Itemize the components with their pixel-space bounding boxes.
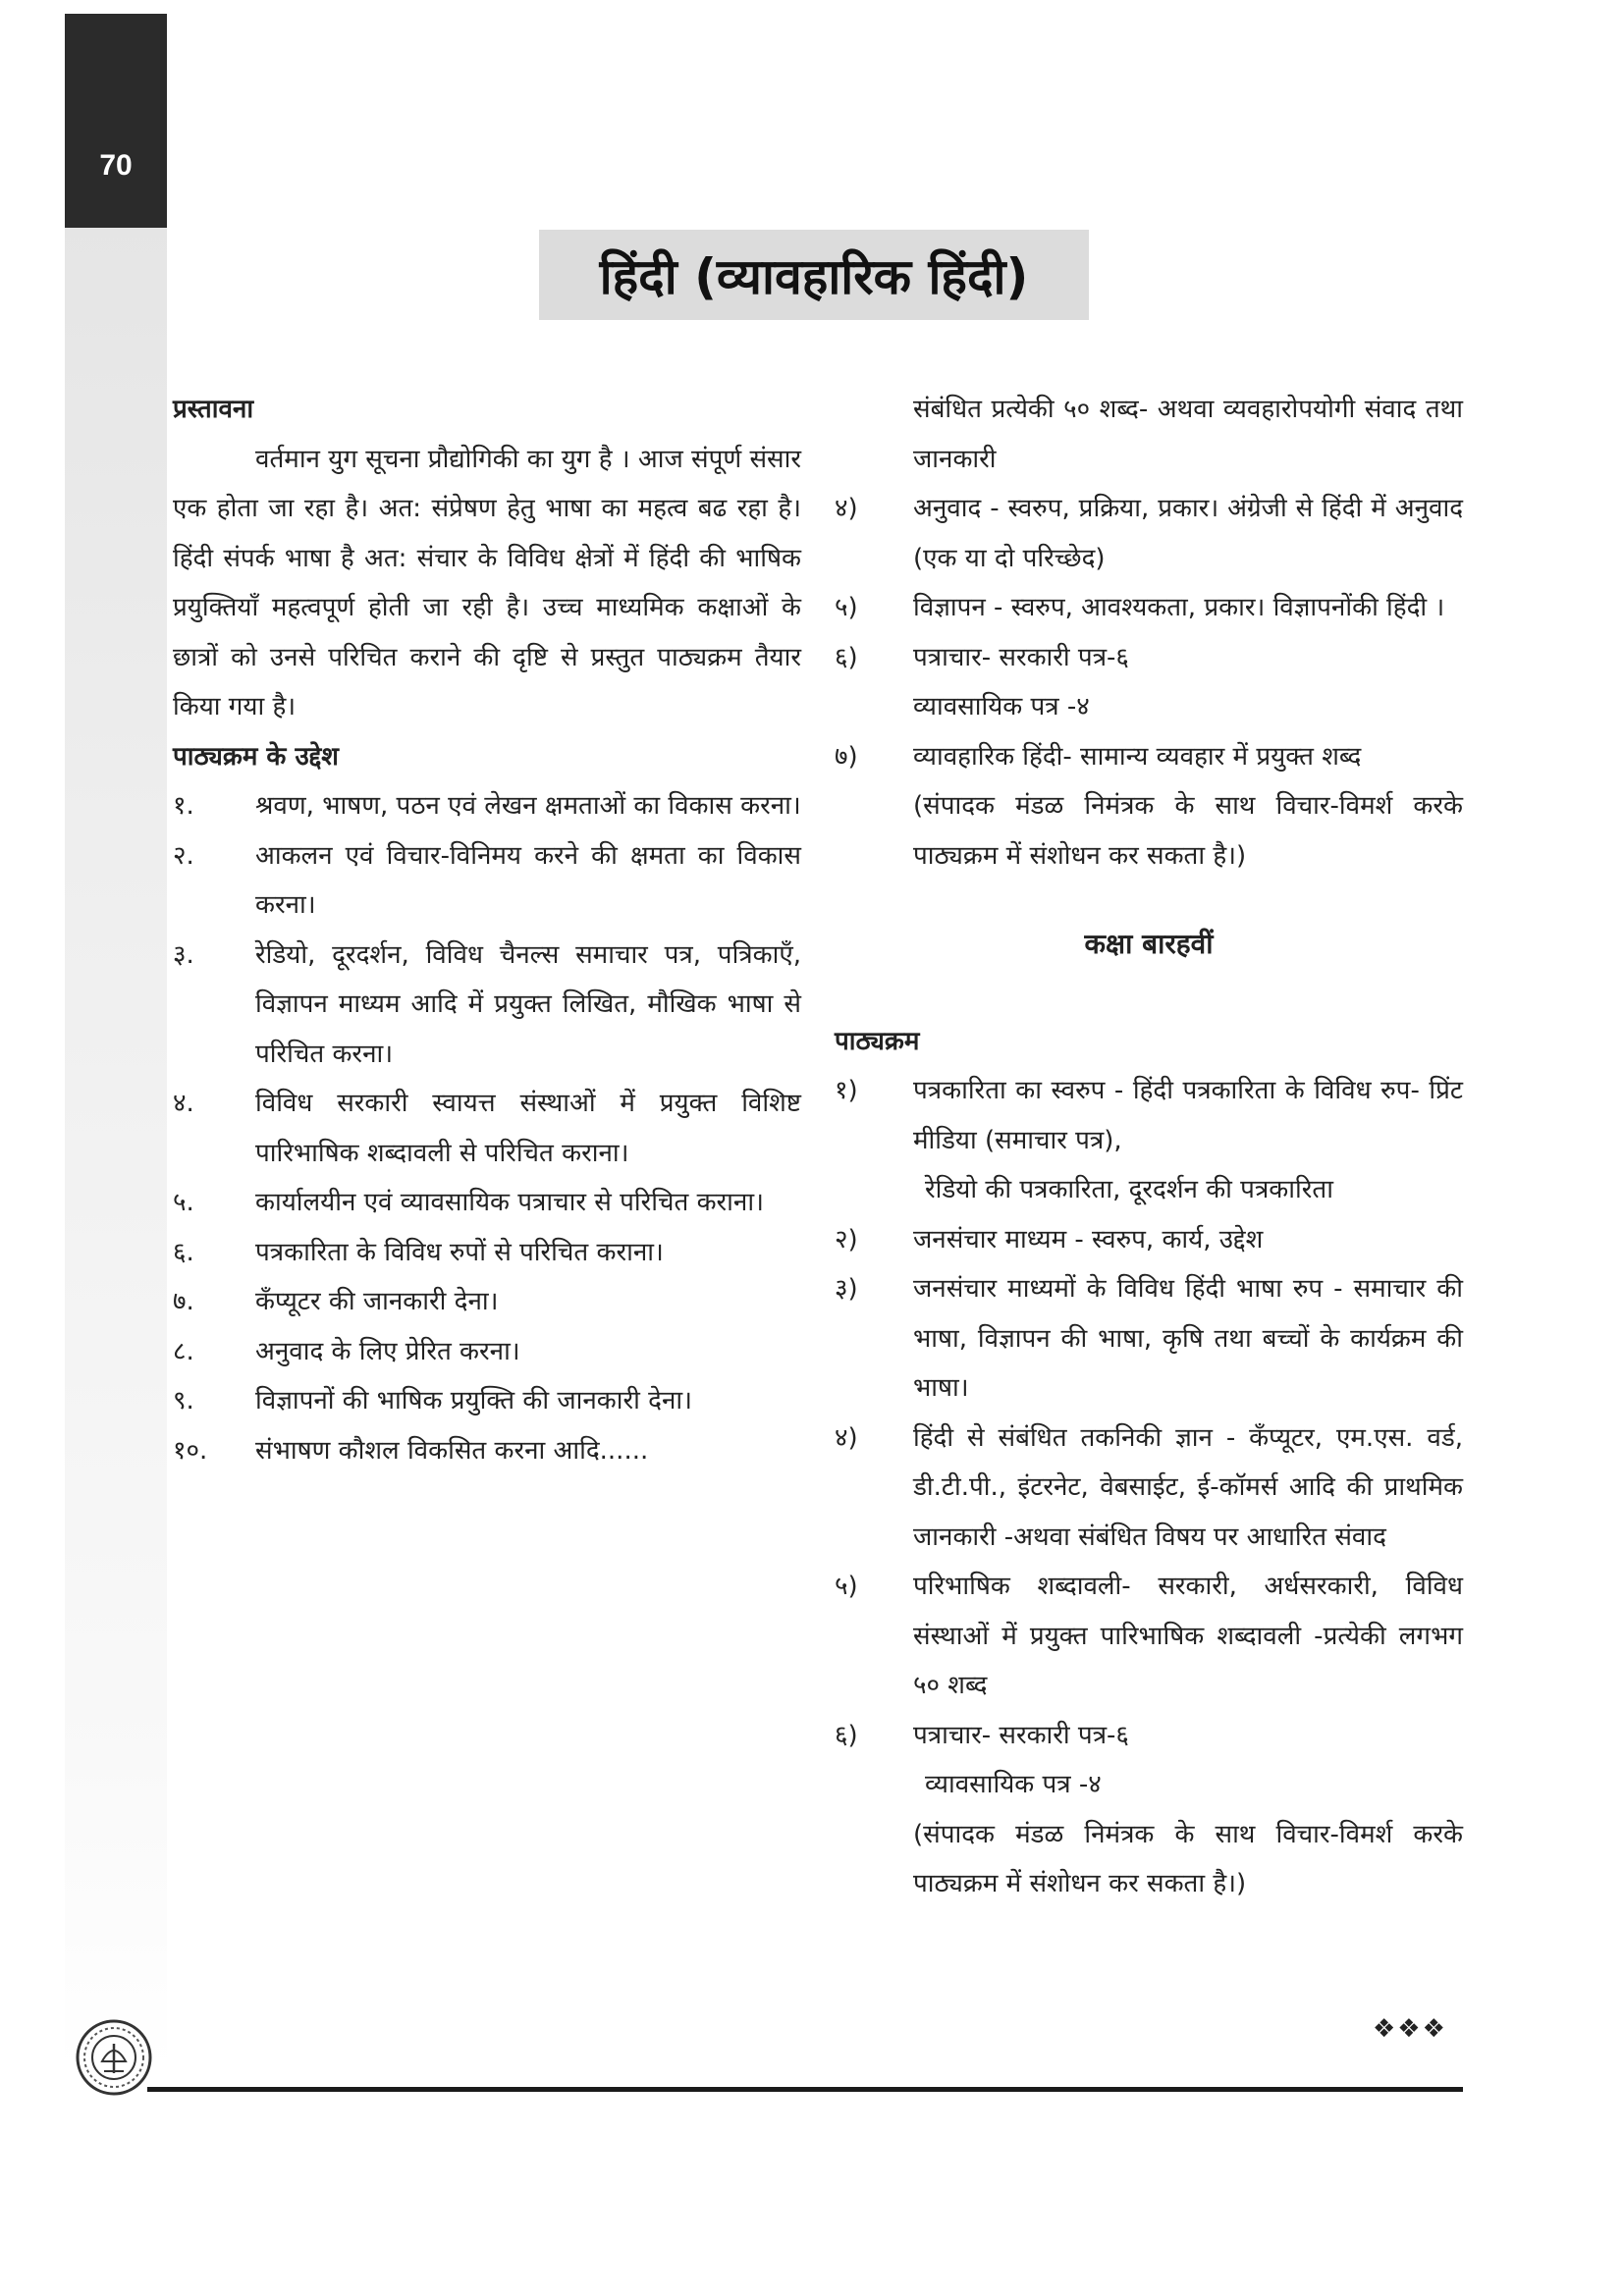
list-item-number: ८. — [173, 1336, 194, 1366]
list-item — [835, 732, 1463, 782]
list-item-number: ६) — [835, 642, 858, 672]
list-item — [173, 781, 801, 831]
list-item — [173, 1079, 801, 1178]
list-item-text: कार्यालयीन एवं व्यावसायिक पत्राचार से परिचित कराना। — [255, 1188, 764, 1217]
list-item — [173, 831, 801, 931]
page-number-box — [65, 14, 167, 228]
list-item — [173, 1426, 801, 1476]
list-item-number: १. — [173, 791, 194, 821]
list-item — [173, 1228, 801, 1278]
list-item-number: ५. — [173, 1188, 194, 1217]
left-column — [173, 385, 801, 1475]
list-item-text: जनसंचार माध्यम - स्वरुप, कार्य, उद्देश — [913, 1224, 1264, 1255]
list-item-subline: रेडियो की पत्रकारिता, दूरदर्शन की पत्रकारिता — [925, 1175, 1333, 1204]
note-text: (संपादक मंडळ निमंत्रक के साथ विचार-विमर्श करके पाठ्यक्रम में संशोधन कर सकता है।) — [913, 1819, 1463, 1898]
list-item-number: ४) — [835, 1422, 858, 1453]
list-item-text: पत्रकारिता के विविध रुपों से परिचित कराना। — [255, 1237, 664, 1267]
list-item-number: ५) — [835, 1572, 858, 1601]
list-item-text: विविध सरकारी स्वायत्त संस्थाओं में प्रयुक्त विशिष्ट पारिभाषिक शब्दावली से परिचित कराना। — [255, 1089, 801, 1168]
list-item-text: जनसंचार माध्यमों के विविध हिंदी भाषा रुप - समाचार की भाषा, विज्ञापन की भाषा, कृषि तथा बच्चों के कार्यक्रम की भाषा। — [913, 1274, 1463, 1403]
list-item-number: ७) — [835, 741, 858, 772]
list-item — [835, 1215, 1463, 1265]
list-item-text: पत्राचार- सरकारी पत्र-६ — [913, 1720, 1129, 1750]
emblem-icon — [75, 2018, 153, 2097]
list-item-number: ३) — [835, 1274, 858, 1304]
list-item — [835, 1414, 1463, 1563]
list-item-text: रेडियो, दूरदर्शन, विविध चैनल्स समाचार पत्र, पत्रिकाएँ, विज्ञापन माध्यम आदि में प्रयुक्त लिखित, मौखिक भाषा से परिचित करना। — [255, 939, 801, 1069]
list-item — [835, 1264, 1463, 1414]
list-item — [835, 484, 1463, 583]
page-title: हिंदी (व्यावहारिक हिंदी) — [599, 248, 1029, 305]
list-item-text: कँप्यूटर की जानकारी देना। — [255, 1287, 499, 1316]
list-item-number: २. — [173, 840, 194, 871]
side-band — [65, 14, 167, 2071]
class-heading: कक्षा बारहवीं — [1084, 928, 1214, 960]
right-column — [835, 385, 1463, 1909]
list-item-text: आकलन एवं विचार-विनिमय करने की क्षमता का विकास करना। — [255, 840, 801, 920]
list-item-text: व्यावहारिक हिंदी- सामान्य व्यवहार में प्रयुक्त शब्द — [913, 741, 1362, 772]
list-item-text: अनुवाद - स्वरुप, प्रक्रिया, प्रकार। अंग्रेजी से हिंदी में अनुवाद (एक या दो परिच्छेद) — [913, 494, 1463, 573]
class11-items — [835, 484, 1463, 682]
list-item-number: १) — [835, 1076, 858, 1105]
list-item — [835, 583, 1463, 633]
intro-paragraph: वर्तमान युग सूचना प्रौद्योगिकी का युग है । आज संपूर्ण संसार एक होता जा रहा है। अत: संप्रेषण हेतु भाषा का महत्व बढ रहा है। हिंदी संपर्क भाषा है अत: संचार के विविध क्षेत्रों में हिंदी की भाषिक प्रयुक्तियाँ महत्वपूर्ण होती जा रही है। उच्च माध्यमिक कक्षाओं के छात्रों को उनसे परिचित कराने की दृष्टि से प्रस्तुत पाठ्यक्रम तैयार किया गया है। — [173, 444, 801, 721]
list-item — [835, 1711, 1463, 1761]
list-item-text: विज्ञापन - स्वरुप, आवश्यकता, प्रकार। विज्ञापनोंकी हिंदी । — [913, 593, 1445, 622]
page-number: 70 — [99, 149, 133, 182]
intro-heading: प्रस्तावना — [173, 395, 254, 424]
list-item — [173, 1277, 801, 1327]
list-item-number: १०. — [173, 1435, 208, 1466]
continuation-text: संबंधित प्रत्येकी ५० शब्द- अथवा व्यवहारोपयोगी संवाद तथा जानकारी — [913, 395, 1463, 474]
syllabus-heading: पाठ्यक्रम — [835, 1026, 920, 1056]
list-item-number: ६) — [835, 1720, 858, 1750]
note-text: (संपादक मंडळ निमंत्रक के साथ विचार-विमर्श करके पाठ्यक्रम में संशोधन कर सकता है।) — [913, 791, 1463, 871]
list-item — [173, 1178, 801, 1228]
list-item — [173, 1376, 801, 1426]
list-item — [173, 931, 801, 1080]
list-item-text: संभाषण कौशल विकसित करना आदि...... — [255, 1435, 649, 1466]
footer-rule — [147, 2087, 1463, 2092]
list-item — [173, 1327, 801, 1377]
class12-items — [835, 1215, 1463, 1761]
list-item — [835, 633, 1463, 683]
list-item-number: ९. — [173, 1386, 194, 1415]
list-item-number: ६. — [173, 1237, 194, 1267]
list-item-subline: व्यावसायिक पत्र -४ — [913, 692, 1090, 721]
list-item-text: अनुवाद के लिए प्रेरित करना। — [255, 1336, 520, 1366]
list-item — [835, 1066, 1463, 1165]
list-item-number: ७. — [173, 1287, 194, 1316]
title-box — [539, 230, 1089, 320]
list-item-number: २) — [835, 1224, 858, 1255]
list-item-number: ४. — [173, 1089, 194, 1118]
objectives-list — [173, 781, 801, 1475]
list-item-number: ३. — [173, 939, 194, 970]
end-ornament: ❖❖❖ — [1373, 2014, 1447, 2044]
objectives-heading: पाठ्यक्रम के उद्देश — [173, 741, 339, 772]
list-item-subline: व्यावसायिक पत्र -४ — [925, 1770, 1102, 1799]
list-item — [835, 1562, 1463, 1711]
list-item-text: पत्रकारिता का स्वरुप - हिंदी पत्रकारिता के विविध रुप- प्रिंट मीडिया (समाचार पत्र), — [913, 1076, 1463, 1155]
list-item-text: विज्ञापनों की भाषिक प्रयुक्ति की जानकारी देना। — [255, 1386, 692, 1415]
list-item-number: ५) — [835, 593, 858, 622]
list-item-text: परिभाषिक शब्दावली- सरकारी, अर्धसरकारी, विविध संस्थाओं में प्रयुक्त पारिभाषिक शब्दावली -प्रत्येकी लगभग ५० शब्द — [913, 1572, 1463, 1700]
list-item-number: ४) — [835, 494, 858, 523]
list-item-text: श्रवण, भाषण, पठन एवं लेखन क्षमताओं का विकास करना। — [255, 791, 801, 821]
list-item-text: पत्राचार- सरकारी पत्र-६ — [913, 642, 1129, 672]
list-item-text: हिंदी से संबंधित तकनिकी ज्ञान - कँप्यूटर, एम.एस. वर्ड, डी.टी.पी., इंटरनेट, वेबसाईट, ई-कॉमर्स आदि की प्राथमिक जानकारी -अथवा संबंधित विषय पर आधारित संवाद — [913, 1422, 1463, 1552]
